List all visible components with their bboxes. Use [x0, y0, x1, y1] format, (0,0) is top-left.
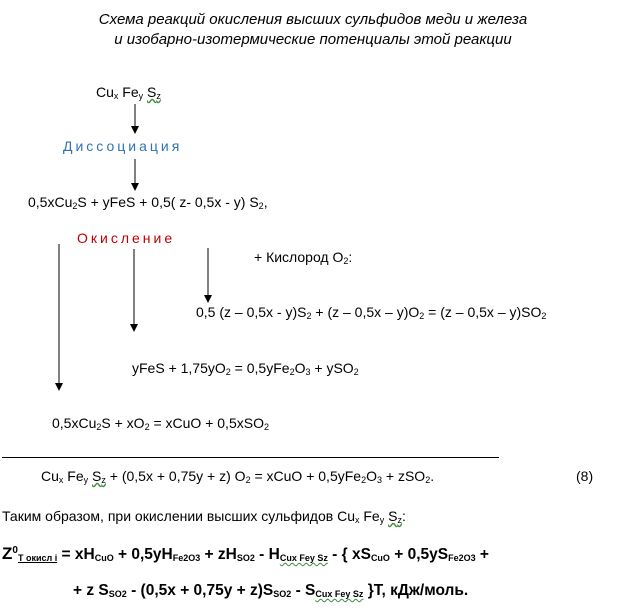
equation-number: (8) [576, 468, 594, 484]
title-line-1: Схема реакций окисления высших сульфидов меди и железа [98, 11, 528, 28]
oxygen-label: + Кислород $O_2$: [254, 249, 353, 266]
dissociation-equation: 0,5xCu$_2$S + yFeS + 0,5( z- 0,5x - y) $S_2$, [28, 194, 268, 211]
oxidation-label: Окисление [77, 230, 176, 246]
arrow-to-products-head [131, 183, 139, 191]
total-equation: $Cu_x$ $Fe_y$ $S_z + (0,5x + 0,75y + z) O_2$ = xCuO + $0,5yFe_2O_3 + zSO_2$. [41, 468, 435, 485]
arrow-to-sulfur-oxidation-head [204, 295, 212, 303]
dissociation-label: Диссоциация [63, 138, 183, 154]
iron-sulfide-oxidation-equation: yFeS + $1,75yO_2 = 0,5yFe_2O_3 + ySO_2$ [132, 360, 359, 377]
conclusion-text: Таким образом, при окислении высших сульфидов $Cu_x$ $Fe_y$ $S_z$: [2, 508, 406, 525]
arrow-to-dissociation-head [131, 126, 139, 134]
start-formula: $Cu_x$ $Fe_y$ $S_z$ [96, 84, 161, 101]
title-line-2: и изобарно-изотермические потенциалы этой реакции [114, 31, 512, 48]
copper-sulfide-oxidation-equation: $0,5xCu_2S + xO_2$ = xCuO + 0,5xSO$_2$ [52, 415, 269, 432]
arrow-to-cu2s-oxidation-head [55, 383, 63, 391]
gibbs-energy-line-2: + z $S_{SO2} - (0,5x + 0,75y + z)S_{SO2} - S_{Cux Fey Sz}$ }T, кДж/моль. [73, 582, 469, 599]
sulfur-oxidation-equation: 0,5 $(z - 0,5x - y)S_2 + (z - 0,5x - y)O_2 = (z - 0,5x - y)SO_2$ [196, 304, 547, 321]
gibbs-energy-line-1: $Z^0_{T окисл i} = xH_{CuO} + 0,5yH_{Fe2O3} + zH_{SO2} - H_{Cux Fey Sz}$ - { $xS_{CuO} + 0,5yS_{Fe2O3}$ + [2, 544, 489, 563]
arrow-to-fes-oxidation-head [130, 324, 138, 332]
